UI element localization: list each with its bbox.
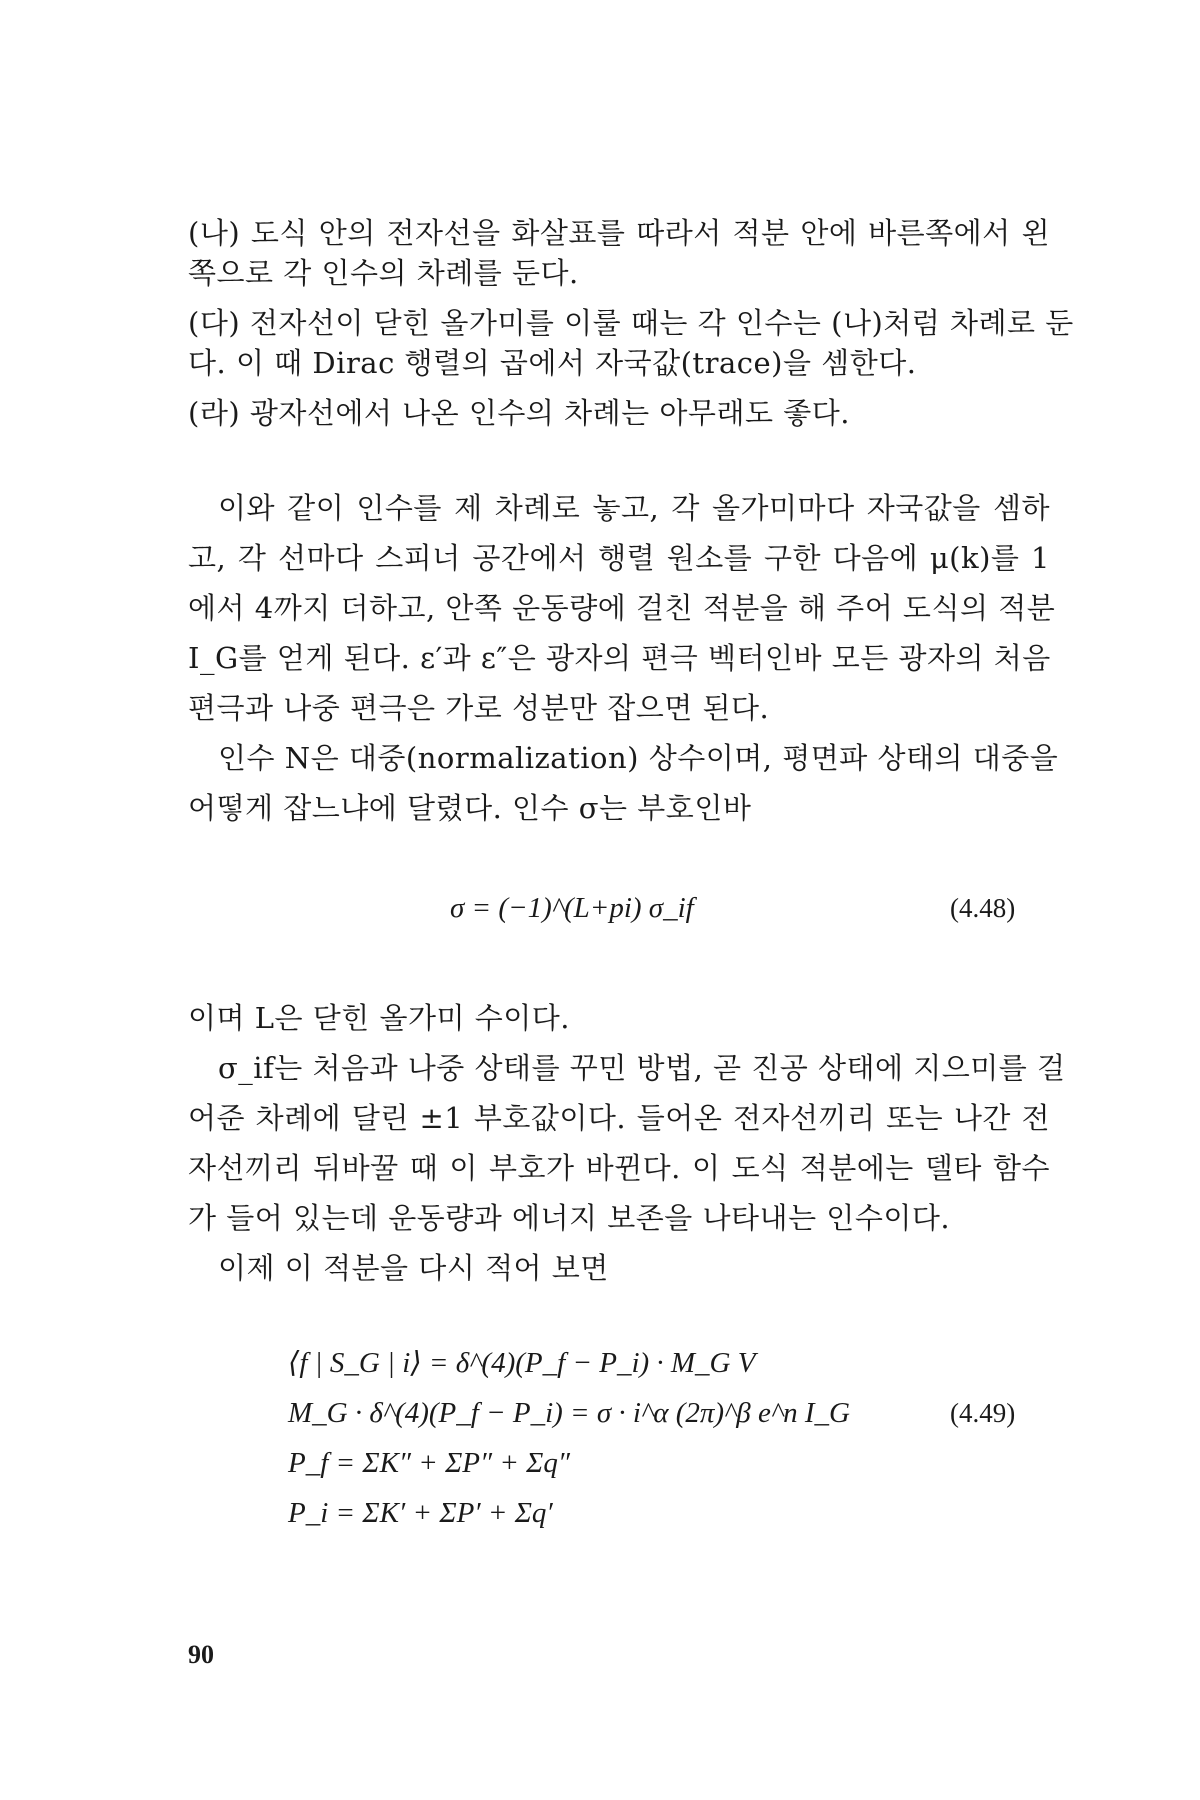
text-line-15: 어준 차례에 달린 ±1 부호값이다. 들어온 전자선끼리 또는 나간 전: [188, 1101, 1050, 1135]
equation-4-49-line-2: M_G · δ^(4)(P_f − P_i) = σ · i^α (2π)^β e^n I_G: [288, 1397, 850, 1429]
text-line-7: 고, 각 선마다 스피너 공간에서 행렬 원소를 구한 다음에 μ(k)를 1: [188, 541, 1050, 575]
equation-4-49-line-4: P_i = ΣK′ + ΣP′ + Σq′: [288, 1497, 553, 1529]
text-line-16: 자선끼리 뒤바꿀 때 이 부호가 바뀐다. 이 도식 적분에는 델타 함수: [188, 1151, 1050, 1185]
text-line-5: (라) 광자선에서 나온 인수의 차례는 아무래도 좋다.: [188, 396, 850, 430]
equation-number-4-49: (4.49): [950, 1398, 1016, 1428]
text-line-13: 이며 L은 닫힌 올가미 수이다.: [188, 1001, 571, 1035]
page-number: 90: [188, 1640, 214, 1669]
equation-4-49-line-3: P_f = ΣK″ + ΣP″ + Σq″: [288, 1447, 570, 1479]
text-line-11: 인수 N은 대중(normalization) 상수이며, 평면파 상태의 대중을: [218, 741, 1059, 775]
equation-4-49-line-1: ⟨f | S_G | i⟩ = δ^(4)(P_f − P_i) · M_G V: [288, 1347, 756, 1379]
text-line-3: (다) 전자선이 닫힌 올가미를 이룰 때는 각 인수는 (나)처럼 차례로 둔: [188, 306, 1074, 340]
text-line-4: 다. 이 때 Dirac 행렬의 곱에서 자국값(trace)을 셈한다.: [188, 346, 917, 380]
text-line-18: 이제 이 적분을 다시 적어 보면: [218, 1251, 609, 1285]
text-line-17: 가 들어 있는데 운동량과 에너지 보존을 나타내는 인수이다.: [188, 1201, 951, 1235]
text-line-1: (나) 도식 안의 전자선을 화살표를 따라서 적분 안에 바른쪽에서 왼: [188, 216, 1050, 250]
text-line-14: σ_if는 처음과 나중 상태를 꾸민 방법, 곧 진공 상태에 지으미를 걸: [218, 1051, 1066, 1085]
text-line-10: 편극과 나중 편극은 가로 성분만 잡으면 된다.: [188, 691, 770, 725]
text-line-8: 에서 4까지 더하고, 안쪽 운동량에 걸친 적분을 해 주어 도식의 적분: [188, 591, 1056, 625]
text-line-12: 어떻게 잡느냐에 달렸다. 인수 σ는 부호인바: [188, 791, 752, 825]
equation-number-4-48: (4.48): [950, 893, 1016, 923]
text-line-9: I_G를 얻게 된다. ε′과 ε″은 광자의 편극 벡터인바 모든 광자의 처음: [188, 641, 1051, 675]
text-line-6: 이와 같이 인수를 제 차례로 놓고, 각 올가미마다 자국값을 셈하: [218, 491, 1050, 525]
equation-4-48: σ = (−1)^(L+pi) σ_if: [450, 892, 694, 924]
text-line-2: 쪽으로 각 인수의 차례를 둔다.: [188, 256, 579, 290]
